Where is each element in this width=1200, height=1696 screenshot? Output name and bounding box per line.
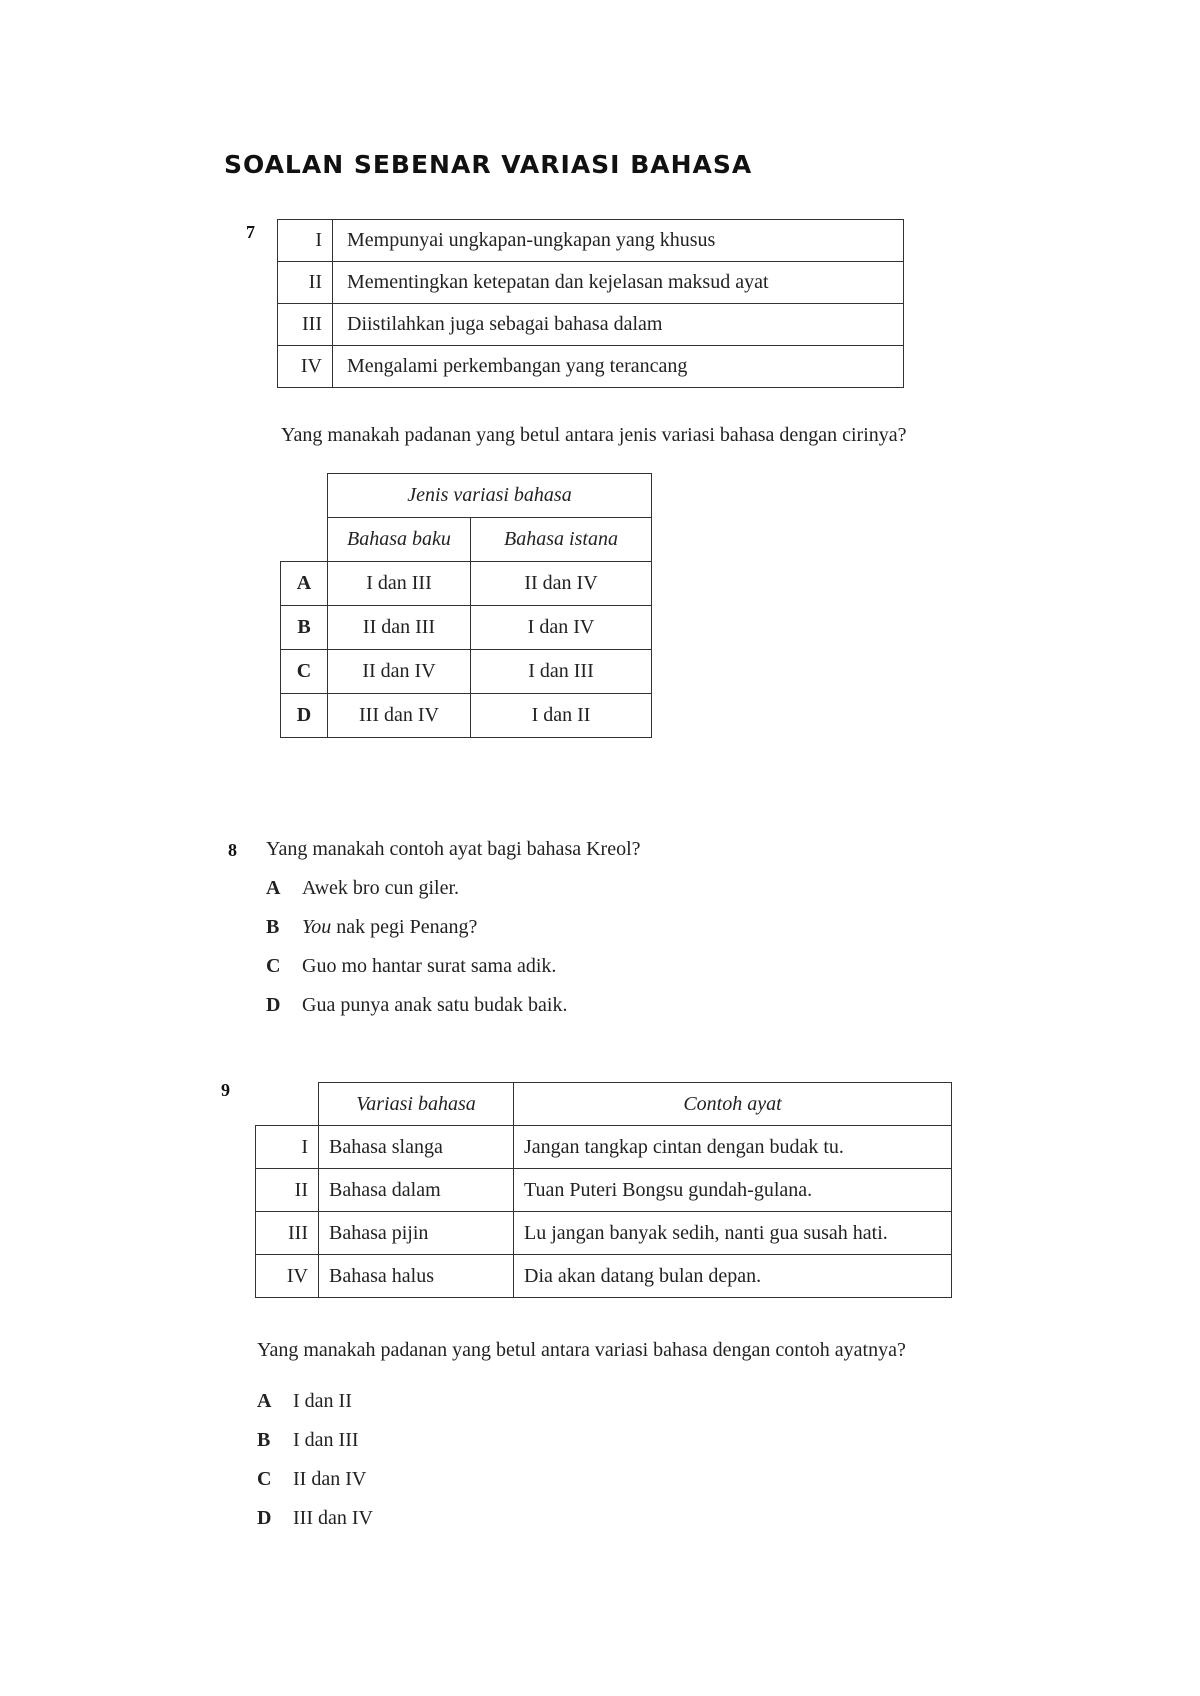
table-row (281, 694, 652, 738)
option-cell: II dan IV (471, 562, 652, 606)
question-number-8: 8 (228, 840, 237, 860)
variasi-cell: Bahasa pijin (319, 1212, 514, 1255)
option-text: III dan IV (293, 1507, 373, 1529)
q9-option-d (257, 1507, 373, 1530)
q9-question-text: Yang manakah padanan yang betul antara variasi bahasa dengan contoh ayatnya? (257, 1339, 906, 1361)
q8-question-text: Yang manakah contoh ayat bagi bahasa Kreol? (266, 838, 641, 860)
option-cell: I dan III (471, 650, 652, 694)
option-text: II dan IV (293, 1468, 367, 1490)
option-text: Guo mo hantar surat sama adik. (302, 955, 557, 977)
statement-text: Mempunyai ungkapan-ungkapan yang khusus (333, 220, 904, 262)
option-letter: B (281, 606, 328, 650)
table-header-jenis: Jenis variasi bahasa (328, 474, 652, 518)
q8-option-a (266, 877, 459, 900)
column-header-baku: Bahasa baku (328, 518, 471, 562)
statement-number: IV (278, 346, 333, 388)
option-letter: C (257, 1468, 272, 1490)
option-letter: D (266, 994, 281, 1016)
option-text: nak pegi Penang? (331, 916, 478, 938)
option-text: I dan III (293, 1429, 359, 1451)
row-number: III (256, 1212, 319, 1255)
statement-number: III (278, 304, 333, 346)
table-row (256, 1255, 952, 1298)
table-row (278, 346, 904, 388)
statement-number: I (278, 220, 333, 262)
column-header-variasi: Variasi bahasa (319, 1083, 514, 1126)
empty-cell (256, 1083, 319, 1126)
option-letter: D (257, 1507, 272, 1529)
contoh-cell: Jangan tangkap cintan dengan budak tu. (514, 1126, 952, 1169)
option-text: Gua punya anak satu budak baik. (302, 994, 568, 1016)
option-cell: I dan IV (471, 606, 652, 650)
q7-answer-table (280, 473, 652, 738)
q9-option-a (257, 1390, 352, 1413)
q9-option-b (257, 1429, 359, 1452)
table-row (278, 304, 904, 346)
option-letter: C (266, 955, 281, 977)
option-letter: B (257, 1429, 271, 1451)
option-letter: B (266, 916, 280, 938)
table-row (281, 518, 652, 562)
empty-cell (281, 518, 328, 562)
q9-option-c (257, 1468, 366, 1491)
q8-option-c (266, 955, 556, 978)
statement-number: II (278, 262, 333, 304)
table-row (281, 650, 652, 694)
page-title: SOALAN SEBENAR VARIASI BAHASA (224, 150, 753, 179)
question-number-7: 7 (246, 222, 255, 242)
row-number: IV (256, 1255, 319, 1298)
option-cell: I dan III (328, 562, 471, 606)
option-letter: D (281, 694, 328, 738)
contoh-cell: Dia akan datang bulan depan. (514, 1255, 952, 1298)
option-text-italic: You (302, 916, 332, 938)
option-letter: A (281, 562, 328, 606)
statement-text: Diistilahkan juga sebagai bahasa dalam (333, 304, 904, 346)
option-cell: II dan III (328, 606, 471, 650)
table-row (256, 1083, 952, 1126)
statement-text: Mengalami perkembangan yang terancang (333, 346, 904, 388)
empty-cell (281, 474, 328, 518)
variasi-cell: Bahasa dalam (319, 1169, 514, 1212)
q9-table (255, 1082, 952, 1298)
table-row (256, 1169, 952, 1212)
q7-statements-table (277, 219, 904, 388)
table-row (278, 262, 904, 304)
option-cell: II dan IV (328, 650, 471, 694)
q8-option-d (266, 994, 567, 1017)
option-text: Awek bro cun giler. (302, 877, 460, 899)
table-row (256, 1212, 952, 1255)
table-row (278, 220, 904, 262)
option-letter: A (257, 1390, 272, 1412)
option-cell: I dan II (471, 694, 652, 738)
table-row (256, 1126, 952, 1169)
row-number: I (256, 1126, 319, 1169)
option-letter: C (281, 650, 328, 694)
question-number-9: 9 (221, 1080, 230, 1100)
option-text: I dan II (293, 1390, 352, 1412)
contoh-cell: Tuan Puteri Bongsu gundah-gulana. (514, 1169, 952, 1212)
option-letter: A (266, 877, 281, 899)
q7-question-text: Yang manakah padanan yang betul antara jenis variasi bahasa dengan cirinya? (281, 424, 907, 446)
column-header-contoh: Contoh ayat (514, 1083, 952, 1126)
table-row (281, 474, 652, 518)
q8-option-b (266, 916, 477, 939)
option-cell: III dan IV (328, 694, 471, 738)
table-row (281, 562, 652, 606)
table-row (281, 606, 652, 650)
contoh-cell: Lu jangan banyak sedih, nanti gua susah hati. (514, 1212, 952, 1255)
column-header-istana: Bahasa istana (471, 518, 652, 562)
variasi-cell: Bahasa halus (319, 1255, 514, 1298)
statement-text: Mementingkan ketepatan dan kejelasan maksud ayat (333, 262, 904, 304)
variasi-cell: Bahasa slanga (319, 1126, 514, 1169)
row-number: II (256, 1169, 319, 1212)
